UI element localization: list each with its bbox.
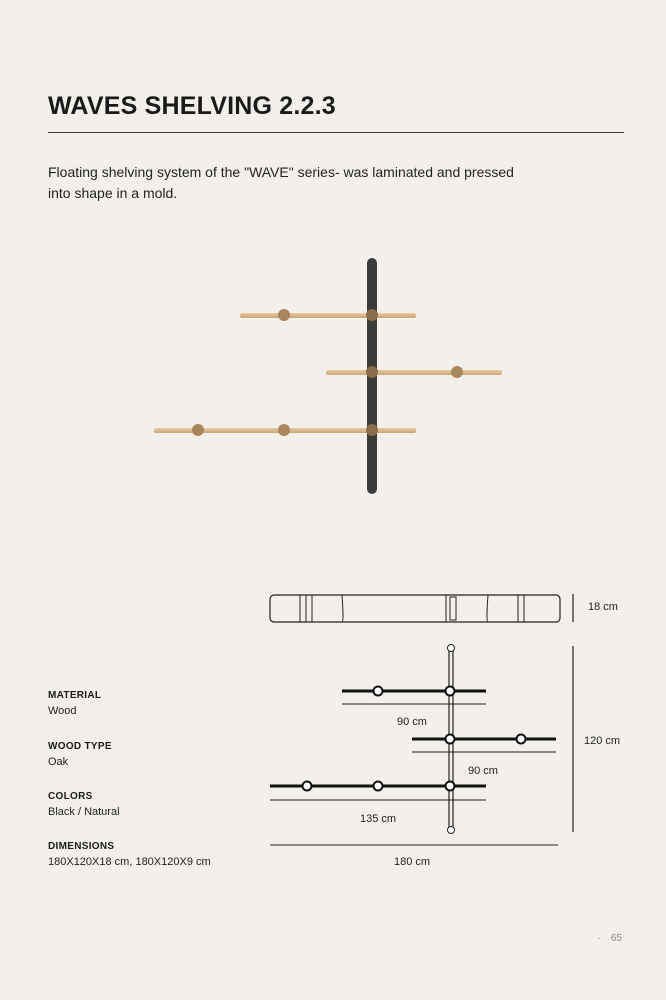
spec-value: Wood: [48, 705, 77, 717]
middle-shelf-width-label: 90 cm: [468, 765, 498, 777]
shelf-knot: [366, 424, 378, 436]
product-description: Floating shelving system of the "WAVE" series- was laminated and pressed into shape in a mold.: [48, 164, 514, 201]
shelf-knot: [451, 366, 463, 378]
spec-heading: DIMENSIONS: [48, 841, 115, 852]
page-title: WAVES SHELVING 2.2.3: [48, 92, 336, 120]
shelf-middle: [326, 370, 502, 375]
spec-colors: [48, 791, 120, 818]
shelf-knot: [278, 424, 290, 436]
top-shelf-width-label: 90 cm: [397, 716, 427, 728]
front-view-drawing: [266, 640, 586, 860]
bottom-shelf-width-label: 135 cm: [360, 813, 397, 825]
page-number: 65: [610, 933, 622, 944]
page-footer: [598, 933, 622, 944]
spec-heading: MATERIAL: [48, 690, 102, 701]
shelf-knot: [366, 366, 378, 378]
spec-value: Black / Natural: [48, 806, 120, 818]
spec-material: [48, 690, 101, 717]
spec-wood-type: [48, 741, 112, 768]
total-width-label: 180 cm: [394, 856, 431, 868]
product-illustration: [150, 250, 510, 500]
spec-value: Oak: [48, 756, 69, 768]
shelf-top: [240, 313, 416, 318]
shelf-knot: [192, 424, 204, 436]
height-dimension-label: 120 cm: [584, 735, 621, 747]
page-separator: ·: [597, 933, 601, 944]
spec-heading: COLORS: [48, 791, 93, 802]
spec-heading: WOOD TYPE: [48, 741, 112, 752]
shelf-knot: [278, 309, 290, 321]
shelf-knot: [366, 309, 378, 321]
spec-value: 180X120X18 cm, 180X120X9 cm: [48, 856, 211, 868]
spec-dimensions: [48, 841, 211, 868]
title-divider: [48, 132, 624, 133]
top-view-drawing: [266, 588, 586, 628]
depth-dimension-label: 18 cm: [588, 601, 618, 613]
